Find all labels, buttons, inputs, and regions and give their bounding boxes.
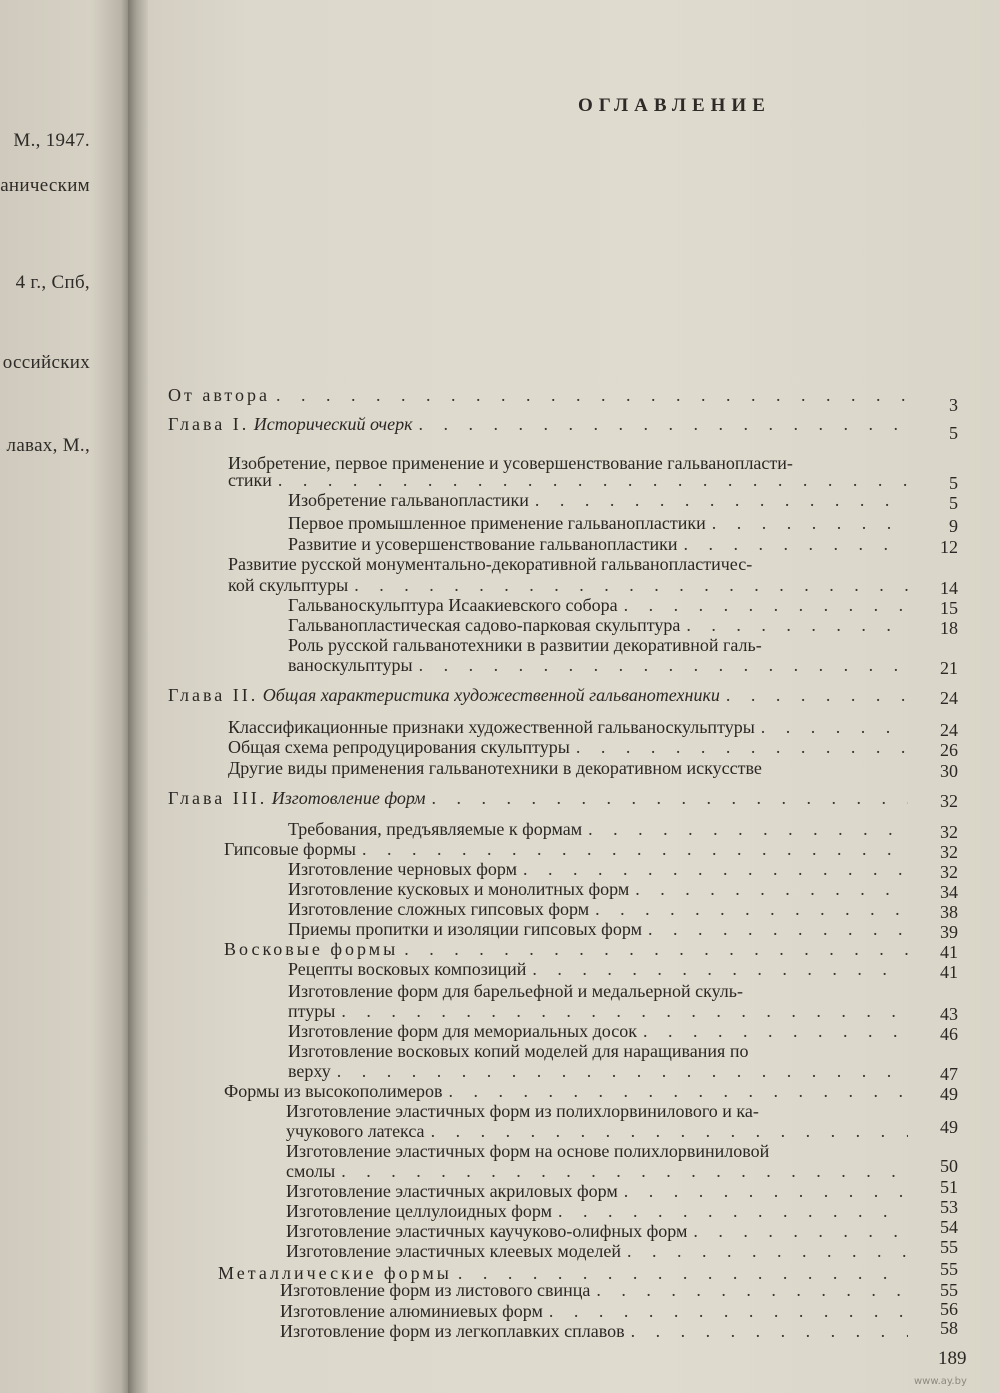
toc-entry (288, 1040, 908, 1062)
toc-page-number: 43 (940, 1004, 958, 1024)
toc-entry (224, 938, 908, 960)
right-page (148, 0, 1000, 1393)
toc-entry (288, 654, 908, 676)
toc-page-number: 12 (940, 537, 958, 557)
dot-leader (341, 1160, 908, 1182)
toc-entry-text: Рецепты восковых композиций (288, 959, 527, 979)
toc-entry-text: Гальваноскульптура Исаакиевского собора (288, 595, 618, 615)
toc-page-number: 50 (940, 1156, 958, 1176)
dot-leader (276, 384, 908, 406)
toc-page-number: 38 (940, 902, 958, 922)
toc-page-number: 3 (949, 395, 958, 415)
toc-page-number: 5 (949, 473, 958, 493)
toc-page-number: 24 (940, 688, 958, 708)
dot-leader (448, 1080, 908, 1102)
toc-entry-text: Классификационные признаки художественной гальваноскульптуры (228, 717, 755, 737)
dot-leader (419, 413, 908, 435)
toc-entry-text: Изготовление эластичных клеевых моделей (286, 1241, 621, 1261)
toc-entry-text: Изготовление эластичных форм на основе полихлорвиниловой (286, 1141, 770, 1161)
toc-entry-text: Изготовление сложных гипсовых форм (288, 899, 590, 919)
toc-entry-text: птуры (288, 1001, 336, 1021)
chapter-title: Исторический очерк (253, 414, 413, 434)
toc-entry-text: Восковые формы (224, 939, 399, 959)
watermark: www.ay.by (914, 1376, 967, 1387)
toc-entry-text: верху (288, 1061, 331, 1081)
chapter-label: Глава III. (168, 788, 268, 808)
toc-page-number: 46 (940, 1024, 958, 1044)
toc-entry-text: Изготовление эластичных форм из полихлорвинилового и ка- (286, 1101, 759, 1121)
dot-leader (635, 878, 908, 900)
toc-entry-text: Изготовление восковых копий моделей для наращивания по (288, 1041, 749, 1061)
chapter-title: Изготовление форм (271, 788, 426, 808)
dot-leader (404, 938, 908, 960)
dot-leader (627, 1240, 908, 1262)
toc-entry-text: Требования, предъявляемые к формам (288, 819, 583, 839)
toc-chapter (168, 787, 908, 809)
dot-leader (362, 838, 908, 860)
toc-entry (288, 1020, 908, 1042)
dot-leader (523, 858, 908, 880)
toc-entry (224, 1080, 908, 1102)
dot-leader (761, 716, 908, 738)
toc-entry-text: Гипсовые формы (224, 839, 356, 859)
toc-entry-text: Развитие и усовершенствование гальванопластики (288, 534, 678, 554)
toc-entry (228, 574, 908, 596)
toc-page-number: 21 (940, 658, 958, 678)
toc-entry-text: кой скульптуры (228, 575, 349, 595)
toc-entry (288, 918, 908, 940)
dot-leader (726, 684, 908, 706)
toc-page-number: 54 (940, 1217, 958, 1237)
chapter-label: Глава I. (168, 414, 250, 434)
toc-entry-text: Другие виды применения гальванотехники в декоративном искусстве (228, 758, 762, 778)
toc-entry (288, 489, 908, 511)
dot-leader (643, 1020, 908, 1042)
toc-entry (288, 533, 908, 555)
toc-entry-text: Изготовление форм из листового свинца (280, 1280, 591, 1300)
dot-leader (624, 1180, 908, 1202)
left-page-line: М., 1947. (13, 130, 90, 151)
toc-entry (286, 1200, 908, 1222)
dot-leader (648, 918, 908, 940)
dot-leader (624, 594, 908, 616)
toc-entry-text: Изготовление кусковых и монолитных форм (288, 879, 630, 899)
dot-leader (337, 1060, 908, 1082)
toc-entry-text: Роль русской гальванотехники в развитии декоративной галь- (288, 635, 762, 655)
left-page-line: лавах, М., (6, 435, 90, 456)
toc-page-number: 41 (940, 942, 958, 962)
toc-page-number: 5 (949, 423, 958, 443)
toc-entry-text: учукового латекса (286, 1121, 425, 1141)
toc-entry (286, 1160, 908, 1182)
toc-entry (228, 757, 928, 779)
toc-entry (224, 838, 908, 860)
dot-leader (341, 1000, 908, 1022)
toc-entry (286, 1220, 908, 1242)
toc-page-number: 5 (949, 493, 958, 513)
page-title: ОГЛАВЛЕНИЕ (578, 95, 771, 116)
book-gutter (128, 0, 150, 1393)
toc-page-number: 34 (940, 882, 958, 902)
toc-page-number: 30 (940, 761, 958, 781)
left-page (0, 0, 130, 1393)
toc-page-number: 55 (940, 1259, 958, 1279)
toc-entry-text: смолы (286, 1161, 336, 1181)
toc-entry (288, 878, 908, 900)
toc-entry-text: Изобретение, первое применение и усовершенствование гальванопласти- (228, 453, 793, 473)
toc-page-number: 24 (940, 720, 958, 740)
dot-leader (431, 1120, 908, 1142)
dot-leader (431, 787, 908, 809)
toc-page-number: 9 (949, 516, 958, 536)
toc-page-number: 51 (940, 1177, 958, 1197)
toc-page-number: 14 (940, 578, 958, 598)
toc-entry-text: Изготовление алюминиевых форм (280, 1301, 543, 1321)
toc-entry-text: Изобретение гальванопластики (288, 490, 529, 510)
toc-entry-text: Первое промышленное применение гальванопластики (288, 513, 706, 533)
toc-entry (280, 1279, 908, 1301)
toc-page-number: 41 (940, 962, 958, 982)
toc-entry-text: Изготовление форм из легкоплавких сплавов (280, 1321, 625, 1341)
chapter-title: Общая характеристика художественной гальванотехники (262, 685, 720, 705)
toc-entry (286, 1180, 908, 1202)
toc-page-number: 53 (940, 1197, 958, 1217)
toc-entry (288, 818, 908, 840)
toc-entry (288, 980, 908, 1002)
toc-entry-text: Изготовление форм для барельефной и медальерной скуль- (288, 981, 743, 1001)
toc-entry-text: ваноскульптуры (288, 655, 413, 675)
toc-entry (228, 736, 908, 758)
dot-leader (354, 574, 908, 596)
toc-entry-text: Изготовление черновых форм (288, 859, 517, 879)
toc-entry (286, 1140, 908, 1162)
book-page-number: 189 (938, 1348, 967, 1369)
toc-entry (288, 1060, 908, 1082)
toc-entry (286, 1240, 908, 1262)
dot-leader (549, 1300, 908, 1322)
dot-leader (278, 469, 908, 491)
dot-leader (419, 654, 908, 676)
toc-entry (288, 958, 908, 980)
dot-leader (684, 533, 908, 555)
toc-entry (228, 716, 908, 738)
toc-entry-text: Гальванопластическая садово-парковая скульптура (288, 615, 681, 635)
toc-entry-text: Изготовление эластичных каучуково-олифных форм (286, 1221, 688, 1241)
dot-leader (596, 1279, 908, 1301)
dot-leader (693, 1220, 908, 1242)
toc-page-number: 32 (940, 822, 958, 842)
dot-leader (588, 818, 908, 840)
toc-page-number: 47 (940, 1064, 958, 1084)
toc-entry (286, 1100, 908, 1122)
toc-entry (286, 1120, 908, 1142)
toc-entry (288, 1000, 908, 1022)
toc-entry (288, 614, 908, 636)
dot-leader (595, 898, 908, 920)
toc-entry (168, 384, 908, 406)
toc-entry-text: Изготовление форм для мемориальных досок (288, 1021, 637, 1041)
toc-entry-text: Формы из высокополимеров (224, 1081, 443, 1101)
toc-entry-text: стики (228, 470, 272, 490)
left-page-line: аническим (0, 175, 90, 196)
dot-leader (532, 958, 908, 980)
dot-leader (712, 512, 908, 534)
toc-entry-text: Развитие русской монументально-декоративной гальванопластичес- (228, 554, 753, 574)
toc-page-number: 15 (940, 598, 958, 618)
toc-entry (288, 634, 908, 656)
toc-entry-text: Приемы пропитки и изоляции гипсовых форм (288, 919, 642, 939)
toc-entry (288, 898, 908, 920)
toc-page-number: 49 (940, 1084, 958, 1104)
toc-page-number: 49 (940, 1117, 958, 1137)
toc-entry-text: Изготовление эластичных акриловых форм (286, 1181, 618, 1201)
dot-leader (576, 736, 908, 758)
toc-entry (288, 512, 908, 534)
toc-page-number: 58 (940, 1318, 958, 1338)
dot-leader (558, 1200, 908, 1222)
toc-entry-text: От автора (168, 385, 271, 405)
toc-page-number: 26 (940, 740, 958, 760)
toc-page-number: 55 (940, 1280, 958, 1300)
toc-page-number: 32 (940, 862, 958, 882)
toc-page-number: 32 (940, 842, 958, 862)
left-page-line: 4 г., Спб, (15, 272, 90, 293)
toc-chapter (168, 684, 908, 706)
toc-entry (228, 553, 908, 575)
chapter-label: Глава II. (168, 685, 259, 705)
toc-entry-text: Металлические формы (218, 1263, 452, 1283)
toc-page-number: 56 (940, 1299, 958, 1319)
toc-page-number: 18 (940, 618, 958, 638)
toc-entry (288, 858, 908, 880)
toc-page-number: 39 (940, 922, 958, 942)
toc-entry-text: Изготовление целлулоидных форм (286, 1201, 553, 1221)
dot-leader (535, 489, 908, 511)
left-page-line: оссийских (2, 352, 90, 373)
toc-chapter (168, 413, 908, 435)
toc-page-number: 55 (940, 1237, 958, 1257)
toc-entry-text: Общая схема репродуцирования скульптуры (228, 737, 570, 757)
toc-entry (280, 1300, 908, 1322)
toc-entry (288, 594, 908, 616)
toc-entry (280, 1320, 908, 1342)
toc-page-number: 32 (940, 791, 958, 811)
dot-leader (631, 1320, 908, 1342)
toc-entry (228, 469, 908, 491)
dot-leader (686, 614, 908, 636)
